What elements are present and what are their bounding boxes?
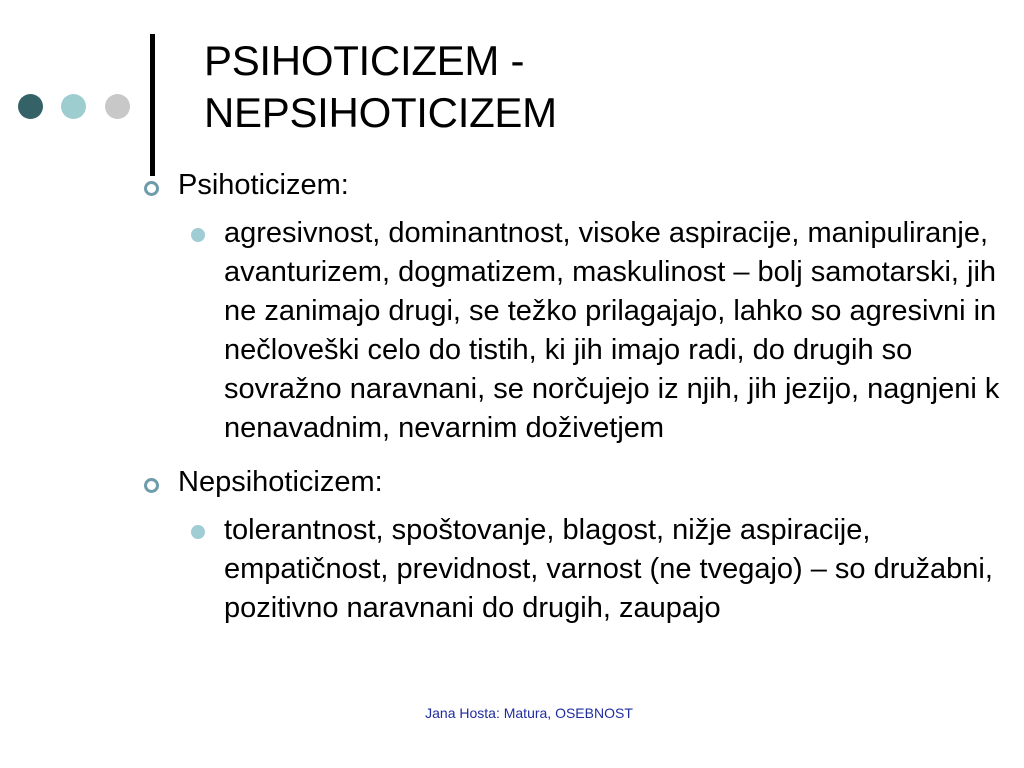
disc-bullet-icon — [191, 228, 205, 242]
dot-dark-icon — [18, 94, 43, 119]
dot-mid-icon — [61, 94, 86, 119]
section-heading-text: Psihoticizem: — [178, 169, 349, 201]
section-description-text: agresivnost, dominantnost, visoke aspiracije, manipuliranje, avanturizem, dogmatizem, maskulinost – bolj samotarski, jih ne zanimajo drugi, se težko prilagajajo, lahko so agresivni in nečloveški celo do tistih, ki jih imajo radi, do drugih so sovražno naravnani, se norčujejo iz njih, jih jezijo, nagnjeni k nenavadnim, nevarnim doživetjem — [224, 217, 1000, 444]
ring-bullet-icon — [144, 478, 159, 493]
section-description-psihoticizem — [186, 214, 1020, 448]
ring-bullet-icon — [144, 181, 159, 196]
slide-footer: Jana Hosta: Matura, OSEBNOST — [425, 705, 633, 721]
section-heading-nepsihoticizem — [140, 463, 1020, 502]
dot-light-icon — [105, 94, 130, 119]
decorative-dots — [18, 94, 133, 120]
section-heading-text: Nepsihoticizem: — [178, 466, 383, 498]
slide-title-line-1: PSIHOTICIZEM - — [204, 37, 525, 84]
disc-bullet-icon — [191, 525, 205, 539]
section-description-nepsihoticizem — [186, 511, 1020, 628]
title-divider — [150, 34, 155, 176]
slide-content — [140, 166, 1020, 628]
slide-title — [204, 35, 984, 139]
section-description-text: tolerantnost, spoštovanje, blagost, nižje aspiracije, empatičnost, previdnost, varnost (ne tvegajo) – so družabni, pozitivno naravnani do drugih, zaupajo — [224, 514, 993, 624]
slide-title-line-2: NEPSIHOTICIZEM — [204, 89, 557, 136]
section-heading-psihoticizem — [140, 166, 1020, 205]
